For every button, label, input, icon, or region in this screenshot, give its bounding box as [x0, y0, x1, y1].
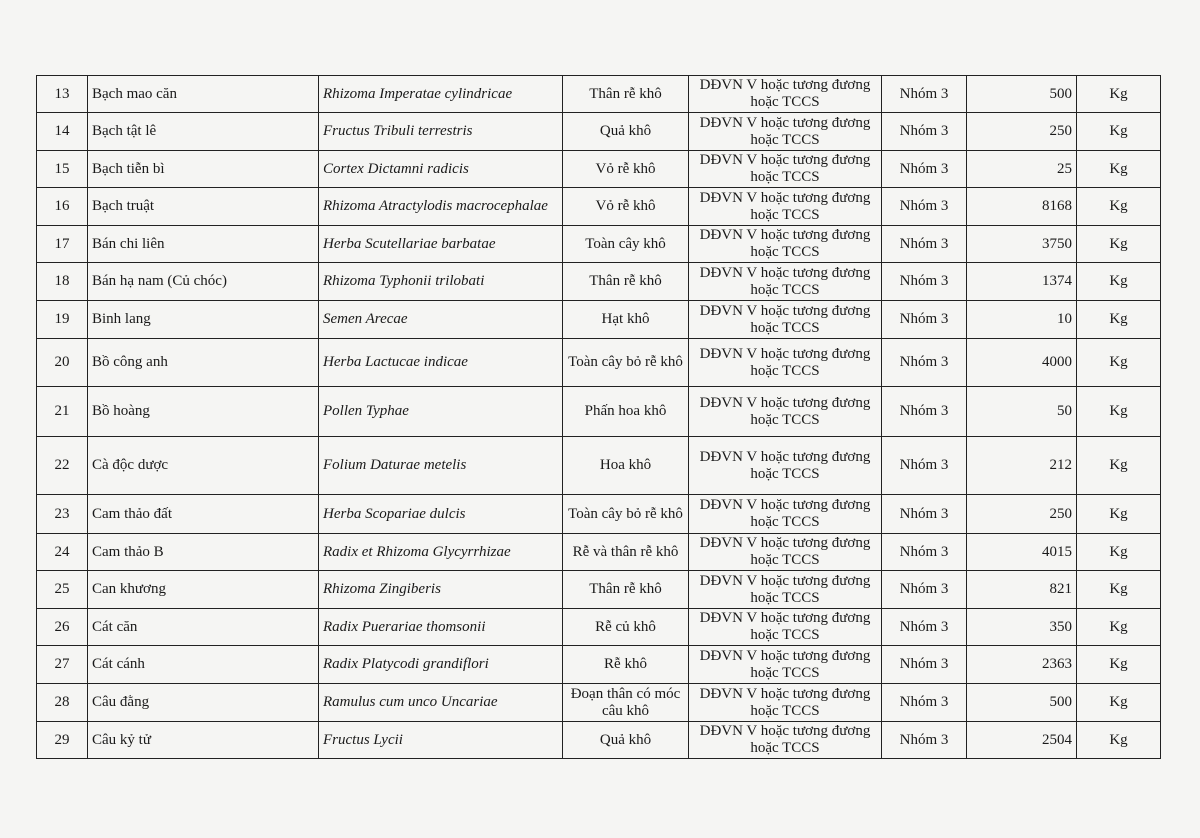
- row-number-cell: 18: [37, 263, 88, 301]
- vietnamese-name-cell: Bồ hoàng: [88, 387, 319, 437]
- vietnamese-name-cell: Cam thảo đất: [88, 495, 319, 534]
- quality-standard-cell: DĐVN V hoặc tương đương hoặc TCCS: [689, 646, 882, 684]
- unit-cell: Kg: [1077, 534, 1161, 571]
- scientific-name-cell: Herba Scopariae dulcis: [319, 495, 563, 534]
- quantity-cell: 500: [967, 684, 1077, 722]
- group-cell: Nhóm 3: [882, 534, 967, 571]
- group-cell: Nhóm 3: [882, 113, 967, 151]
- scientific-name-cell: Pollen Typhae: [319, 387, 563, 437]
- quantity-cell: 8168: [967, 188, 1077, 226]
- vietnamese-name-cell: Bạch tật lê: [88, 113, 319, 151]
- scientific-name-cell: Ramulus cum unco Uncariae: [319, 684, 563, 722]
- scientific-name-cell: Semen Arecae: [319, 301, 563, 339]
- table-row: [37, 151, 1161, 188]
- plant-part-cell: Toàn cây khô: [563, 226, 689, 263]
- table-row: [37, 609, 1161, 646]
- table-row: [37, 684, 1161, 722]
- group-cell: Nhóm 3: [882, 684, 967, 722]
- scientific-name-cell: Cortex Dictamni radicis: [319, 151, 563, 188]
- quantity-cell: 2504: [967, 722, 1077, 759]
- vietnamese-name-cell: Cà độc dược: [88, 437, 319, 495]
- unit-cell: Kg: [1077, 188, 1161, 226]
- group-cell: Nhóm 3: [882, 339, 967, 387]
- row-number-cell: 22: [37, 437, 88, 495]
- unit-cell: Kg: [1077, 495, 1161, 534]
- plant-part-cell: Thân rễ khô: [563, 76, 689, 113]
- quality-standard-cell: DĐVN V hoặc tương đương hoặc TCCS: [689, 387, 882, 437]
- quality-standard-cell: DĐVN V hoặc tương đương hoặc TCCS: [689, 151, 882, 188]
- scientific-name-cell: Herba Scutellariae barbatae: [319, 226, 563, 263]
- table-row: [37, 76, 1161, 113]
- group-cell: Nhóm 3: [882, 151, 967, 188]
- unit-cell: Kg: [1077, 263, 1161, 301]
- group-cell: Nhóm 3: [882, 226, 967, 263]
- scan-artifact: [760, 0, 960, 12]
- table-row: [37, 113, 1161, 151]
- plant-part-cell: Vỏ rễ khô: [563, 188, 689, 226]
- unit-cell: Kg: [1077, 609, 1161, 646]
- unit-cell: Kg: [1077, 339, 1161, 387]
- group-cell: Nhóm 3: [882, 722, 967, 759]
- quality-standard-cell: DĐVN V hoặc tương đương hoặc TCCS: [689, 534, 882, 571]
- group-cell: Nhóm 3: [882, 495, 967, 534]
- unit-cell: Kg: [1077, 437, 1161, 495]
- vietnamese-name-cell: Bồ công anh: [88, 339, 319, 387]
- quantity-cell: 1374: [967, 263, 1077, 301]
- vietnamese-name-cell: Câu đằng: [88, 684, 319, 722]
- row-number-cell: 28: [37, 684, 88, 722]
- scientific-name-cell: Rhizoma Imperatae cylindricae: [319, 76, 563, 113]
- row-number-cell: 16: [37, 188, 88, 226]
- table-row: [37, 339, 1161, 387]
- unit-cell: Kg: [1077, 301, 1161, 339]
- table-row: [37, 263, 1161, 301]
- quality-standard-cell: DĐVN V hoặc tương đương hoặc TCCS: [689, 722, 882, 759]
- table-row: [37, 226, 1161, 263]
- group-cell: Nhóm 3: [882, 646, 967, 684]
- vietnamese-name-cell: Cát cánh: [88, 646, 319, 684]
- quantity-cell: 2363: [967, 646, 1077, 684]
- quality-standard-cell: DĐVN V hoặc tương đương hoặc TCCS: [689, 226, 882, 263]
- group-cell: Nhóm 3: [882, 387, 967, 437]
- plant-part-cell: Rễ củ khô: [563, 609, 689, 646]
- row-number-cell: 24: [37, 534, 88, 571]
- scientific-name-cell: Rhizoma Atractylodis macrocephalae: [319, 188, 563, 226]
- quantity-cell: 821: [967, 571, 1077, 609]
- vietnamese-name-cell: Cát căn: [88, 609, 319, 646]
- row-number-cell: 13: [37, 76, 88, 113]
- scientific-name-cell: Radix et Rhizoma Glycyrrhizae: [319, 534, 563, 571]
- row-number-cell: 29: [37, 722, 88, 759]
- group-cell: Nhóm 3: [882, 571, 967, 609]
- vietnamese-name-cell: Bạch truật: [88, 188, 319, 226]
- row-number-cell: 19: [37, 301, 88, 339]
- plant-part-cell: Thân rễ khô: [563, 571, 689, 609]
- quality-standard-cell: DĐVN V hoặc tương đương hoặc TCCS: [689, 188, 882, 226]
- quality-standard-cell: DĐVN V hoặc tương đương hoặc TCCS: [689, 113, 882, 151]
- unit-cell: Kg: [1077, 722, 1161, 759]
- vietnamese-name-cell: Cam thảo B: [88, 534, 319, 571]
- vietnamese-name-cell: Bán chi liên: [88, 226, 319, 263]
- quality-standard-cell: DĐVN V hoặc tương đương hoặc TCCS: [689, 263, 882, 301]
- unit-cell: Kg: [1077, 646, 1161, 684]
- quantity-cell: 25: [967, 151, 1077, 188]
- scientific-name-cell: Radix Puerariae thomsonii: [319, 609, 563, 646]
- vietnamese-name-cell: Can khương: [88, 571, 319, 609]
- quantity-cell: 50: [967, 387, 1077, 437]
- plant-part-cell: Quả khô: [563, 113, 689, 151]
- row-number-cell: 23: [37, 495, 88, 534]
- quality-standard-cell: DĐVN V hoặc tương đương hoặc TCCS: [689, 437, 882, 495]
- vietnamese-name-cell: Câu kỷ tử: [88, 722, 319, 759]
- plant-part-cell: Toàn cây bỏ rễ khô: [563, 495, 689, 534]
- table-row: [37, 387, 1161, 437]
- quantity-cell: 4015: [967, 534, 1077, 571]
- plant-part-cell: Vỏ rễ khô: [563, 151, 689, 188]
- vietnamese-name-cell: Bạch tiễn bì: [88, 151, 319, 188]
- quality-standard-cell: DĐVN V hoặc tương đương hoặc TCCS: [689, 76, 882, 113]
- quality-standard-cell: DĐVN V hoặc tương đương hoặc TCCS: [689, 301, 882, 339]
- row-number-cell: 14: [37, 113, 88, 151]
- plant-part-cell: Đoạn thân có móc câu khô: [563, 684, 689, 722]
- table-row: [37, 188, 1161, 226]
- unit-cell: Kg: [1077, 76, 1161, 113]
- row-number-cell: 20: [37, 339, 88, 387]
- scientific-name-cell: Folium Daturae metelis: [319, 437, 563, 495]
- table-row: [37, 571, 1161, 609]
- quality-standard-cell: DĐVN V hoặc tương đương hoặc TCCS: [689, 339, 882, 387]
- plant-part-cell: Phấn hoa khô: [563, 387, 689, 437]
- quantity-cell: 250: [967, 495, 1077, 534]
- quantity-cell: 500: [967, 76, 1077, 113]
- row-number-cell: 21: [37, 387, 88, 437]
- quality-standard-cell: DĐVN V hoặc tương đương hoặc TCCS: [689, 495, 882, 534]
- unit-cell: Kg: [1077, 113, 1161, 151]
- plant-part-cell: Rễ khô: [563, 646, 689, 684]
- group-cell: Nhóm 3: [882, 609, 967, 646]
- row-number-cell: 26: [37, 609, 88, 646]
- unit-cell: Kg: [1077, 387, 1161, 437]
- row-number-cell: 15: [37, 151, 88, 188]
- vietnamese-name-cell: Bạch mao căn: [88, 76, 319, 113]
- table-row: [37, 437, 1161, 495]
- quantity-cell: 4000: [967, 339, 1077, 387]
- row-number-cell: 25: [37, 571, 88, 609]
- group-cell: Nhóm 3: [882, 76, 967, 113]
- scientific-name-cell: Fructus Lycii: [319, 722, 563, 759]
- quality-standard-cell: DĐVN V hoặc tương đương hoặc TCCS: [689, 609, 882, 646]
- group-cell: Nhóm 3: [882, 437, 967, 495]
- table-row: [37, 301, 1161, 339]
- group-cell: Nhóm 3: [882, 301, 967, 339]
- quantity-cell: 10: [967, 301, 1077, 339]
- row-number-cell: 17: [37, 226, 88, 263]
- vietnamese-name-cell: Binh lang: [88, 301, 319, 339]
- quantity-cell: 212: [967, 437, 1077, 495]
- plant-part-cell: Rễ và thân rễ khô: [563, 534, 689, 571]
- unit-cell: Kg: [1077, 151, 1161, 188]
- plant-part-cell: Thân rễ khô: [563, 263, 689, 301]
- table-row: [37, 722, 1161, 759]
- table-row: [37, 646, 1161, 684]
- quality-standard-cell: DĐVN V hoặc tương đương hoặc TCCS: [689, 684, 882, 722]
- unit-cell: Kg: [1077, 684, 1161, 722]
- scientific-name-cell: Herba Lactucae indicae: [319, 339, 563, 387]
- scientific-name-cell: Rhizoma Zingiberis: [319, 571, 563, 609]
- plant-part-cell: Hạt khô: [563, 301, 689, 339]
- quantity-cell: 3750: [967, 226, 1077, 263]
- group-cell: Nhóm 3: [882, 263, 967, 301]
- unit-cell: Kg: [1077, 571, 1161, 609]
- quantity-cell: 350: [967, 609, 1077, 646]
- quality-standard-cell: DĐVN V hoặc tương đương hoặc TCCS: [689, 571, 882, 609]
- table-row: [37, 495, 1161, 534]
- group-cell: Nhóm 3: [882, 188, 967, 226]
- scientific-name-cell: Fructus Tribuli terrestris: [319, 113, 563, 151]
- scientific-name-cell: Radix Platycodi grandiflori: [319, 646, 563, 684]
- unit-cell: Kg: [1077, 226, 1161, 263]
- plant-part-cell: Quả khô: [563, 722, 689, 759]
- plant-part-cell: Toàn cây bỏ rễ khô: [563, 339, 689, 387]
- scientific-name-cell: Rhizoma Typhonii trilobati: [319, 263, 563, 301]
- quantity-cell: 250: [967, 113, 1077, 151]
- herbal-materials-table: [36, 75, 1161, 759]
- row-number-cell: 27: [37, 646, 88, 684]
- table-row: [37, 534, 1161, 571]
- vietnamese-name-cell: Bán hạ nam (Củ chóc): [88, 263, 319, 301]
- table-body: [37, 76, 1161, 759]
- plant-part-cell: Hoa khô: [563, 437, 689, 495]
